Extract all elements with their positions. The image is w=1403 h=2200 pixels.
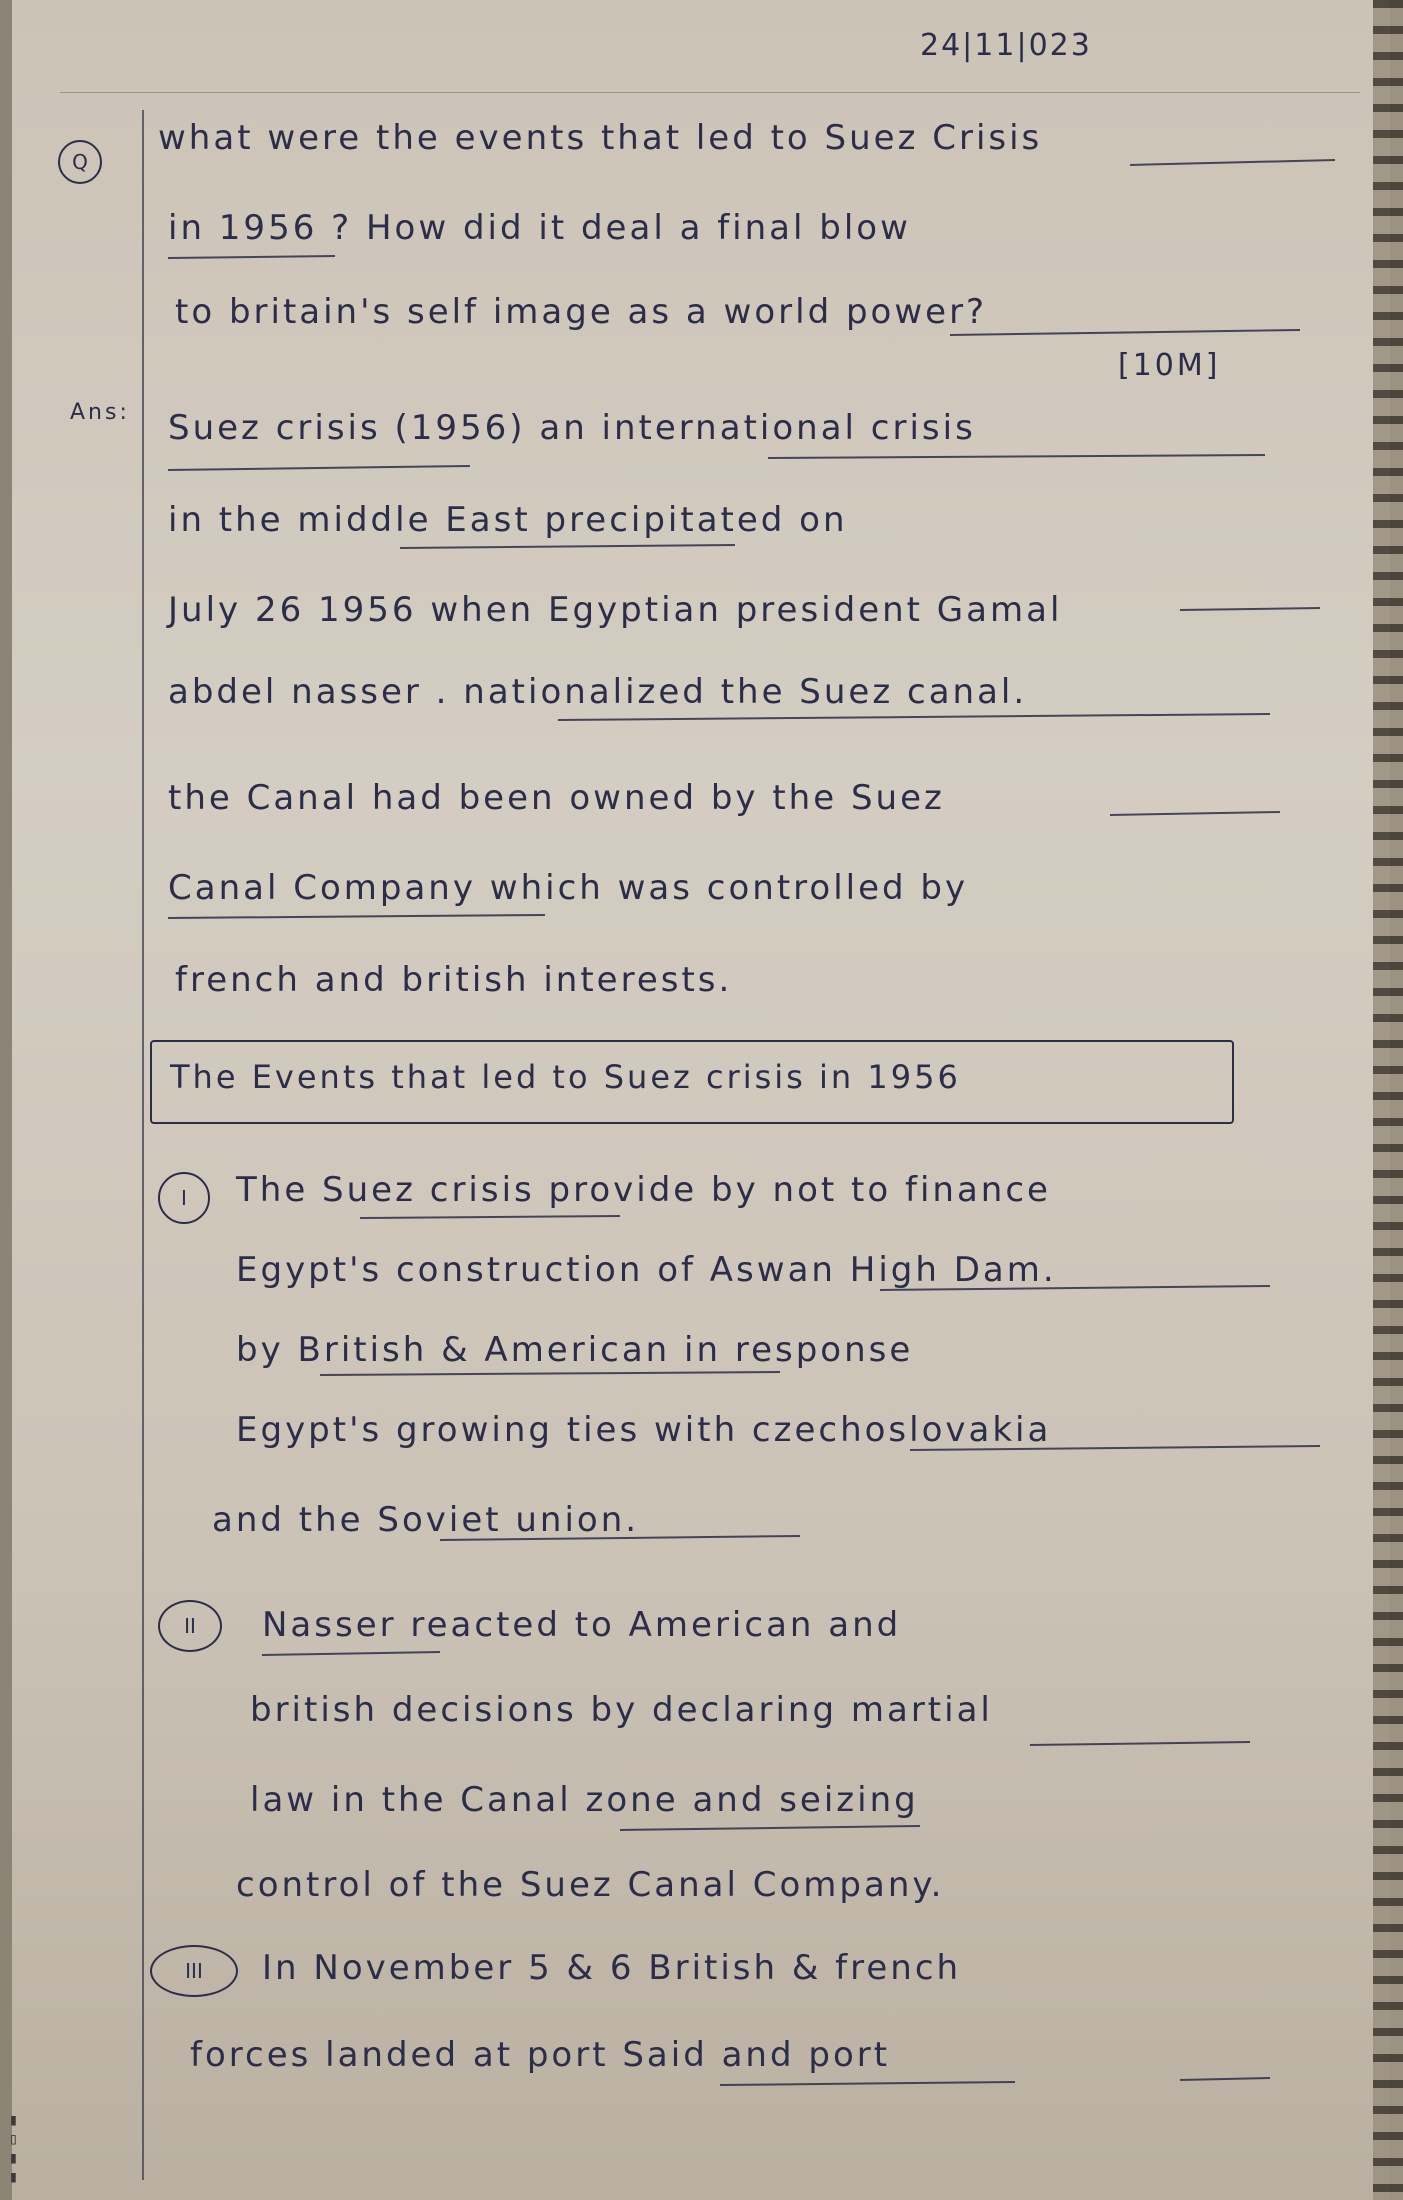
binding-edge: [0, 0, 12, 2200]
answer-label: Ans:: [70, 400, 130, 425]
answer-line-2: in the middle East precipitated on: [168, 500, 848, 540]
point-2-line-1: Nasser reacted to American and: [262, 1605, 902, 1645]
point-1-line-3: by British & American in response: [236, 1330, 914, 1370]
page-stamp: ▮▯▮▮: [4, 2110, 23, 2186]
question-line-1: what were the events that led to Suez Crisis: [158, 118, 1043, 158]
answer-line-1: Suez crisis (1956) an international crisis: [168, 408, 976, 448]
point-marker-2: II: [158, 1600, 222, 1652]
point-2-line-2: british decisions by declaring martial: [250, 1690, 993, 1730]
answer-line-7: french and british interests.: [175, 960, 733, 1000]
spiral-binding: [1373, 0, 1403, 2200]
answer-line-3: July 26 1956 when Egyptian president Gamal: [168, 590, 1063, 630]
point-marker-3: III: [150, 1945, 238, 1997]
question-line-2: in 1956 ? How did it deal a final blow: [168, 208, 911, 248]
point-3-line-1: In November 5 & 6 British & french: [262, 1948, 962, 1988]
question-marks: [10M]: [1118, 348, 1221, 383]
point-1-line-5: and the Soviet union.: [212, 1500, 640, 1540]
question-marker: Q: [58, 140, 102, 184]
point-1-line-4: Egypt's growing ties with czechoslovakia: [236, 1410, 1052, 1450]
header-rule: [60, 92, 1360, 93]
date: 24|11|023: [920, 28, 1092, 63]
question-line-3: to britain's self image as a world power?: [175, 292, 988, 332]
point-1-line-2: Egypt's construction of Aswan High Dam.: [236, 1250, 1057, 1290]
point-2-line-4: control of the Suez Canal Company.: [236, 1865, 945, 1905]
answer-line-4: abdel nasser . nationalized the Suez canal.: [168, 672, 1028, 712]
point-1-line-1: The Suez crisis provide by not to finance: [236, 1170, 1051, 1210]
point-3-line-2: forces landed at port Said and port: [190, 2035, 891, 2075]
answer-line-5: the Canal had been owned by the Suez: [168, 778, 945, 818]
answer-line-6: Canal Company which was controlled by: [168, 868, 969, 908]
point-marker-1: I: [158, 1172, 210, 1224]
point-2-line-3: law in the Canal zone and seizing: [250, 1780, 919, 1820]
margin-rule: [142, 110, 144, 2180]
boxed-heading: The Events that led to Suez crisis in 1956: [170, 1058, 961, 1096]
